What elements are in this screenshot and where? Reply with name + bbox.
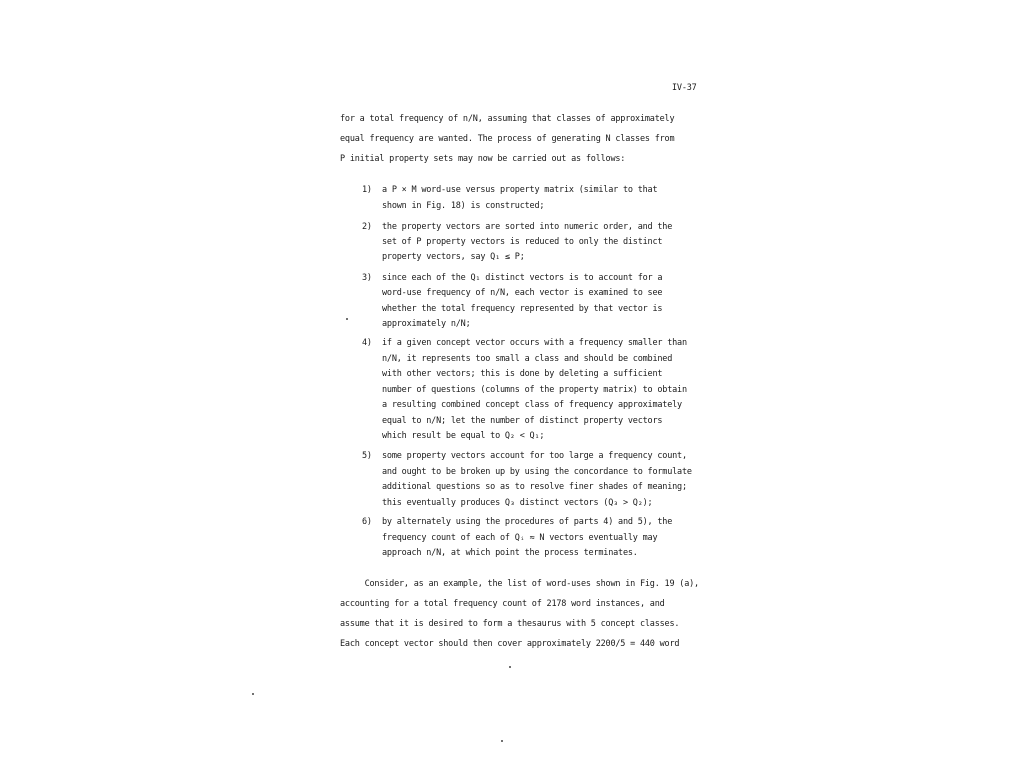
closing-line: Each concept vector should then cover approximately 2200/5 = 440 word <box>340 639 680 649</box>
step-line: whether the total frequency represented by that vector is <box>382 304 663 314</box>
step-number: 4) <box>362 338 372 348</box>
intro-line: equal frequency are wanted. The process of generating N classes from <box>340 134 675 144</box>
step-line: with other vectors; this is done by deleting a sufficient <box>382 369 663 379</box>
step-line: which result be equal to Q₂ < Q₁; <box>382 431 545 441</box>
step-line: frequency count of each of Qᵢ ≈ N vectors eventually may <box>382 533 658 543</box>
step-number: 1) <box>362 185 372 195</box>
step-line: property vectors, say Q₁ ≤ P; <box>382 252 525 262</box>
step-number: 2) <box>362 222 372 232</box>
step-line: since each of the Q₁ distinct vectors is to account for a <box>382 273 663 283</box>
step-number: 3) <box>362 273 372 283</box>
intro-line: for a total frequency of n/N, assuming that classes of approximately <box>340 114 675 124</box>
step-line: word-use frequency of n/N, each vector is examined to see <box>382 288 663 298</box>
step-line: if a given concept vector occurs with a frequency smaller than <box>382 338 687 348</box>
scan-speck <box>252 693 254 695</box>
step-line: shown in Fig. 18) is constructed; <box>382 201 545 211</box>
step-line: approach n/N, at which point the process terminates. <box>382 548 638 558</box>
scan-speck <box>346 318 348 320</box>
step-line: equal to n/N; let the number of distinct property vectors <box>382 416 663 426</box>
step-line: n/N, it represents too small a class and should be combined <box>382 354 673 364</box>
step-line: a resulting combined concept class of frequency approximately <box>382 400 682 410</box>
step-line: and ought to be broken up by using the concordance to formulate <box>382 467 692 477</box>
step-line: the property vectors are sorted into numeric order, and the <box>382 222 673 232</box>
step-line: a P × M word-use versus property matrix (similar to that <box>382 185 658 195</box>
scan-speck <box>501 740 503 742</box>
step-line: this eventually produces Q₃ distinct vectors (Q₃ > Q₂); <box>382 498 653 508</box>
step-line: number of questions (columns of the property matrix) to obtain <box>382 385 687 395</box>
step-number: 5) <box>362 451 372 461</box>
step-line: approximately n/N; <box>382 319 471 329</box>
intro-line: P initial property sets may now be carried out as follows: <box>340 154 626 164</box>
page-number: IV-37 <box>672 83 697 93</box>
closing-line: assume that it is desired to form a thesaurus with 5 concept classes. <box>340 619 680 629</box>
scan-speck <box>509 666 511 668</box>
step-line: additional questions so as to resolve finer shades of meaning; <box>382 482 687 492</box>
closing-line: accounting for a total frequency count of 2178 word instances, and <box>340 599 665 609</box>
step-number: 6) <box>362 517 372 527</box>
step-line: set of P property vectors is reduced to only the distinct <box>382 237 663 247</box>
closing-line: Consider, as an example, the list of word-uses shown in Fig. 19 (a), <box>340 579 699 589</box>
step-line: by alternately using the procedures of parts 4) and 5), the <box>382 517 673 527</box>
step-line: some property vectors account for too large a frequency count, <box>382 451 687 461</box>
